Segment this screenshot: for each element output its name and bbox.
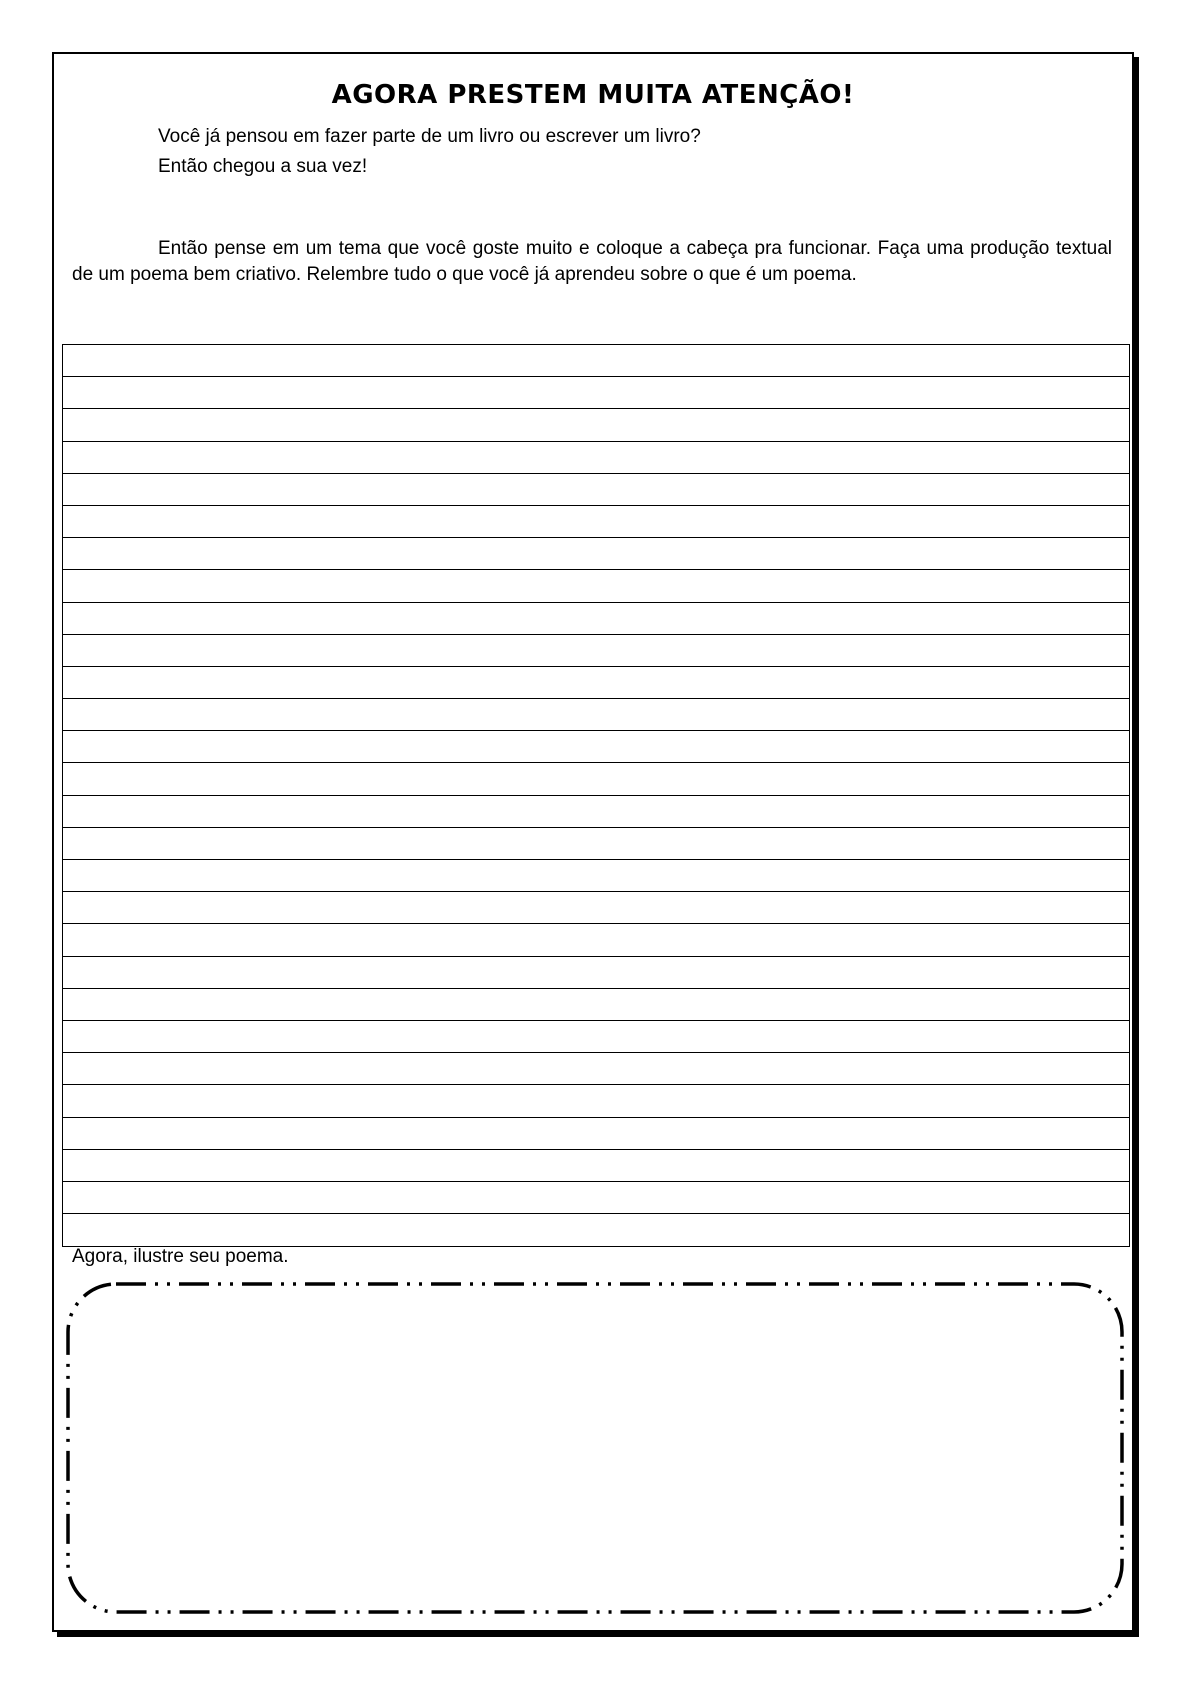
- writing-line[interactable]: [63, 1182, 1129, 1214]
- writing-line[interactable]: [63, 1118, 1129, 1150]
- writing-line[interactable]: [63, 538, 1129, 570]
- writing-line[interactable]: [63, 345, 1129, 377]
- writing-line[interactable]: [63, 860, 1129, 892]
- writing-line[interactable]: [63, 1085, 1129, 1117]
- writing-line[interactable]: [63, 699, 1129, 731]
- writing-line[interactable]: [63, 731, 1129, 763]
- writing-line[interactable]: [63, 796, 1129, 828]
- writing-line[interactable]: [63, 1053, 1129, 1085]
- writing-line[interactable]: [63, 442, 1129, 474]
- writing-line[interactable]: [63, 635, 1129, 667]
- intro-text: [158, 122, 701, 182]
- instructions-paragraph: Então pense em um tema que você goste muito e coloque a cabeça pra funcionar. Faça uma produção textual de um poema bem criativo. Relembre tudo o que você já aprendeu sobre o que é um poema.: [72, 238, 1112, 285]
- writing-line[interactable]: [63, 377, 1129, 409]
- writing-line[interactable]: [63, 828, 1129, 860]
- drawing-box[interactable]: [62, 1278, 1128, 1618]
- writing-lines-area[interactable]: [62, 344, 1130, 1247]
- writing-line[interactable]: [63, 570, 1129, 602]
- writing-line[interactable]: [63, 506, 1129, 538]
- drawing-box-border: [68, 1284, 1122, 1612]
- intro-line-1: Você já pensou em fazer parte de um livro ou escrever um livro?: [158, 126, 701, 147]
- writing-line[interactable]: [63, 1150, 1129, 1182]
- writing-line[interactable]: [63, 892, 1129, 924]
- writing-line[interactable]: [63, 1021, 1129, 1053]
- writing-line[interactable]: [63, 409, 1129, 441]
- intro-line-2: Então chegou a sua vez!: [158, 156, 368, 177]
- writing-line[interactable]: [63, 924, 1129, 956]
- writing-line[interactable]: [63, 989, 1129, 1021]
- page-title: AGORA PRESTEM MUITA ATENÇÃO!: [331, 80, 855, 110]
- illustrate-label: Agora, ilustre seu poema.: [72, 1246, 289, 1267]
- writing-line[interactable]: [63, 474, 1129, 506]
- worksheet-page: [52, 52, 1134, 1632]
- writing-line[interactable]: [63, 1214, 1129, 1246]
- writing-line[interactable]: [63, 957, 1129, 989]
- writing-line[interactable]: [63, 763, 1129, 795]
- writing-line[interactable]: [63, 667, 1129, 699]
- writing-line[interactable]: [63, 603, 1129, 635]
